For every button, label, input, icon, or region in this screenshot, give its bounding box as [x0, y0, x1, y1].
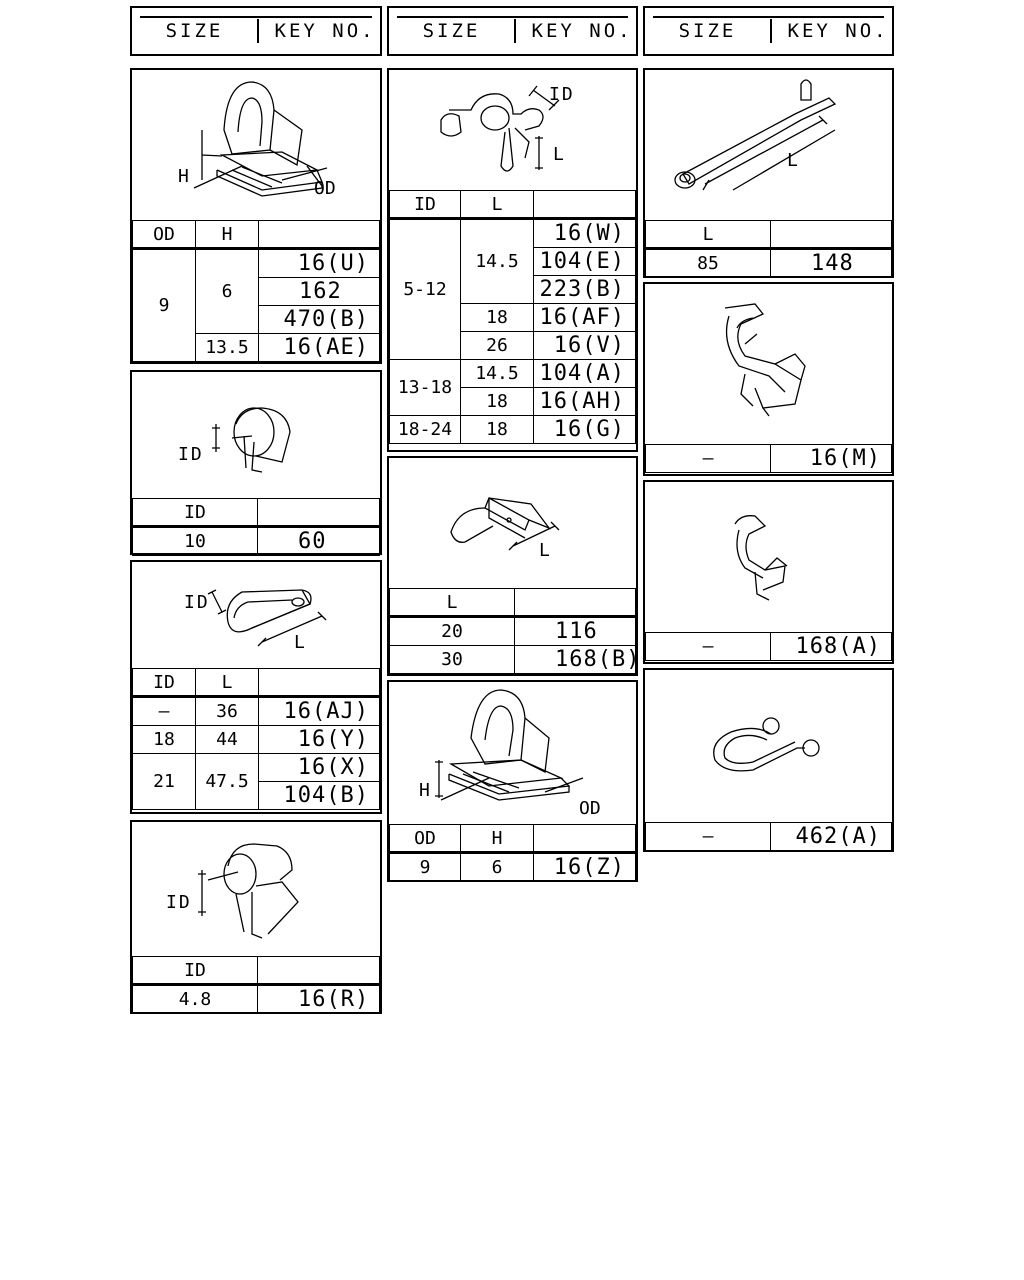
col-header-h: H — [196, 221, 259, 249]
panel-clip-id-l — [130, 560, 382, 814]
cell-h: 6 — [461, 853, 534, 882]
col-header-id: ID — [133, 499, 258, 527]
table-row — [390, 646, 636, 674]
header-size-label: SIZE — [165, 20, 224, 42]
table-row — [390, 219, 636, 248]
cell-id: 18 — [133, 726, 196, 754]
cell-key[interactable]: 16(M) — [771, 445, 892, 473]
panel-clip-l — [387, 456, 641, 676]
label-id: ID — [166, 892, 192, 913]
cell-od: 9 — [390, 853, 461, 882]
cell-id: 4.8 — [133, 985, 258, 1014]
cell-key[interactable]: 16(Y) — [259, 726, 380, 754]
cell-size-dash: — — [646, 633, 771, 661]
col-header-l: L — [390, 589, 515, 617]
label-id: ID — [549, 84, 575, 105]
cell-l: 14.5 — [461, 219, 534, 304]
col-header-l: L — [461, 191, 534, 219]
cell-h: 13.5 — [196, 334, 259, 362]
cell-key[interactable]: 162 — [259, 278, 380, 306]
cell-key[interactable]: 104(E) — [534, 248, 636, 276]
cell-l: 36 — [196, 697, 259, 726]
spec-table — [132, 220, 380, 362]
spec-table — [132, 498, 380, 556]
panel-tie-l — [643, 68, 894, 278]
tie-drawing — [645, 70, 892, 220]
cell-key[interactable]: 148 — [771, 249, 892, 278]
header-col3 — [643, 6, 894, 56]
panel-clip-id-10 — [130, 370, 382, 555]
cell-l: 18 — [461, 304, 534, 332]
table-row — [390, 853, 636, 882]
header-key-label: KEY NO. — [274, 20, 376, 42]
panel-clip-od-h — [130, 68, 382, 364]
cell-key[interactable]: 16(W) — [534, 219, 636, 248]
cell-l: 44 — [196, 726, 259, 754]
cell-od: 9 — [133, 249, 196, 362]
panel-clip-id-48 — [130, 820, 382, 1014]
cell-key[interactable]: 16(X) — [259, 754, 380, 782]
clip-drawing — [132, 562, 380, 668]
clip-drawing — [645, 482, 892, 632]
col-header-key — [534, 191, 636, 219]
cell-key[interactable]: 223(B) — [534, 276, 636, 304]
cell-key[interactable]: 60 — [258, 527, 380, 556]
header-size-label: SIZE — [678, 20, 737, 42]
table-row — [133, 726, 380, 754]
cell-id: 10 — [133, 527, 258, 556]
col-header-od: OD — [133, 221, 196, 249]
table-row — [133, 697, 380, 726]
cell-l: 18 — [461, 388, 534, 416]
col-header-id: ID — [133, 669, 196, 697]
cell-id: 21 — [133, 754, 196, 810]
table-row — [133, 527, 380, 556]
spec-table — [132, 668, 380, 810]
cell-id-dash: — — [133, 697, 196, 726]
cell-id: 13-18 — [390, 360, 461, 416]
header-key-label: KEY NO. — [787, 20, 889, 42]
panel-tie-loop — [643, 668, 894, 852]
label-h: H — [178, 166, 189, 187]
cell-key[interactable]: 16(AF) — [534, 304, 636, 332]
header-rule — [653, 16, 884, 18]
cell-key[interactable]: 16(Z) — [534, 853, 636, 882]
label-l: L — [787, 150, 798, 171]
col-header-key — [259, 669, 380, 697]
cell-key[interactable]: 104(A) — [534, 360, 636, 388]
cell-l: 20 — [390, 617, 515, 646]
header-col1 — [130, 6, 382, 56]
col-header-key — [771, 221, 892, 249]
spec-table — [389, 190, 636, 444]
table-row — [133, 754, 380, 782]
clip-drawing — [645, 284, 892, 444]
cell-key[interactable]: 168(B) — [515, 646, 636, 674]
cell-key[interactable]: 462(A) — [771, 823, 892, 851]
col-header-id: ID — [390, 191, 461, 219]
label-od: OD — [314, 178, 336, 199]
spec-table — [645, 822, 892, 851]
cell-key[interactable]: 470(B) — [259, 306, 380, 334]
col-header-key — [259, 221, 380, 249]
table-row — [390, 360, 636, 388]
header-key-label: KEY NO. — [531, 20, 633, 42]
cell-l: 14.5 — [461, 360, 534, 388]
header-rule — [140, 16, 372, 18]
header-size-label: SIZE — [422, 20, 481, 42]
spec-table — [645, 632, 892, 661]
cell-key[interactable]: 16(R) — [258, 985, 380, 1014]
cell-id: 5-12 — [390, 219, 461, 360]
col-header-key — [258, 499, 380, 527]
cell-l: 26 — [461, 332, 534, 360]
cell-key[interactable]: 168(A) — [771, 633, 892, 661]
clip-drawing — [389, 682, 636, 824]
clip-drawing — [389, 70, 636, 190]
cell-l: 47.5 — [196, 754, 259, 810]
table-row — [646, 249, 892, 278]
panel-clip-od-h-2 — [387, 680, 638, 882]
cell-key[interactable]: 16(G) — [534, 416, 636, 444]
panel-clip-id-range — [387, 68, 638, 452]
clip-drawing — [389, 458, 636, 588]
spec-table — [132, 956, 380, 1014]
header-col2 — [387, 6, 638, 56]
label-l: L — [553, 144, 564, 165]
table-row — [133, 249, 380, 278]
col-header-h: H — [461, 825, 534, 853]
tie-drawing — [645, 670, 892, 822]
clip-drawing — [132, 70, 380, 220]
label-l: L — [294, 632, 305, 653]
cell-l: 30 — [390, 646, 515, 674]
label-h: H — [419, 780, 430, 801]
label-od: OD — [579, 798, 601, 819]
table-row — [133, 985, 380, 1014]
cell-key[interactable]: 104(B) — [259, 782, 380, 810]
col-header-key — [534, 825, 636, 853]
col-header-id: ID — [133, 957, 258, 985]
cell-l: 18 — [461, 416, 534, 444]
table-row — [390, 416, 636, 444]
table-row — [390, 617, 636, 646]
cell-l: 85 — [646, 249, 771, 278]
cell-key[interactable]: 16(V) — [534, 332, 636, 360]
panel-clip-168a — [643, 480, 894, 664]
cell-size-dash: — — [646, 445, 771, 473]
col-header-key — [515, 589, 636, 617]
clip-drawing — [132, 822, 380, 956]
cell-key[interactable]: 16(U) — [259, 249, 380, 278]
spec-table — [645, 444, 892, 473]
col-header-od: OD — [390, 825, 461, 853]
col-header-l: L — [196, 669, 259, 697]
clip-drawing — [132, 372, 380, 498]
cell-key[interactable]: 16(AE) — [259, 334, 380, 362]
label-id: ID — [184, 592, 210, 613]
cell-key[interactable]: 16(AJ) — [259, 697, 380, 726]
cell-id: 18-24 — [390, 416, 461, 444]
col-header-key — [258, 957, 380, 985]
cell-h: 6 — [196, 249, 259, 334]
spec-table — [389, 588, 641, 674]
col-header-l: L — [646, 221, 771, 249]
cell-key[interactable]: 116 — [515, 617, 636, 646]
cell-key[interactable]: 16(AH) — [534, 388, 636, 416]
spec-table — [645, 220, 892, 278]
label-l: L — [539, 540, 550, 561]
panel-clip-m — [643, 282, 894, 476]
header-rule — [397, 16, 628, 18]
cell-size-dash: — — [646, 823, 771, 851]
label-id: ID — [178, 444, 204, 465]
spec-table — [389, 824, 636, 882]
